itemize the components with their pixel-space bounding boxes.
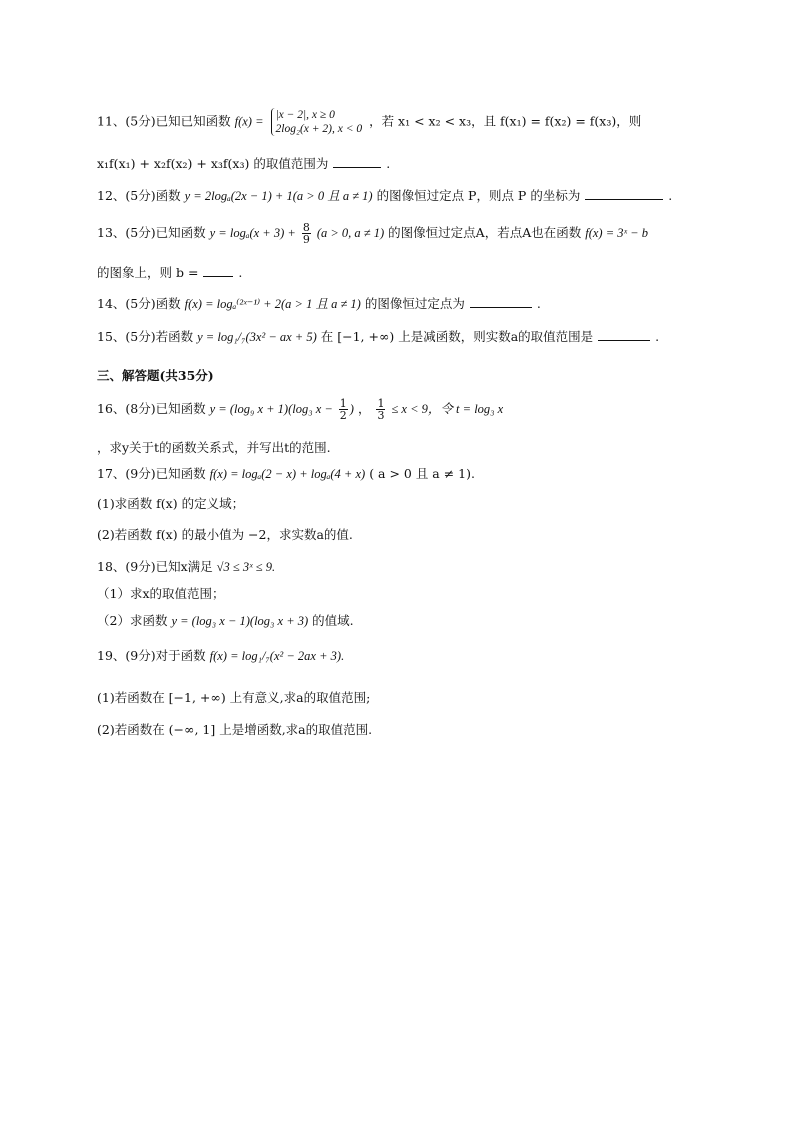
q16-frac-num: 1 [339,397,347,410]
q16-cond: ≤ x < 9，令 t = log₃ x [391,402,504,416]
q17-head: 17、(9分)已知函数 [97,466,206,481]
q15-end: . [655,329,660,344]
q16-cond-pre: ， [357,401,371,416]
q18-head: 18、(9分)已知x满足 [97,559,213,574]
q13-frac-den: 9 [302,233,310,246]
q14-end: . [536,296,541,311]
q13-expr-c: f(x) = 3ˣ − b [585,226,648,240]
q14-mid: 的图像恒过定点为 [364,296,465,311]
q18-p2-pre: （2）求函数 [97,613,168,628]
q18-part2 [97,613,354,629]
q12-end: . [668,188,673,203]
q13-mid: 的图像恒过定点A，若点A也在函数 [388,225,582,240]
q13-head: 13、(5分)已知函数 [97,225,206,240]
q11-line1 [97,108,641,136]
q15-head: 15、(5分)若函数 [97,329,194,344]
q11-case1: |x − 2|, x ≥ 0 [275,109,335,121]
q11-line2-text: x₁f(x₁) + x₂f(x₂) + x₃f(x₃) 的取值范围为 [97,156,329,171]
q12-head: 12、(5分)函数 [97,188,181,203]
q13-line2-text: 的图象上，则 b = [97,265,199,280]
q11-mid: ，若 x₁ < x₂ < x₃，且 f(x₁) = f(x₂) = f(x₃)，则 [369,113,642,129]
q14-answer-blank[interactable] [470,295,532,308]
q11-head: 11、(5分)已知已知函数 [97,113,231,129]
q19-expr: f(x) = log₁/₇(x² − 2ax + 3). [209,649,345,663]
q13-fraction [302,222,311,245]
q12-line [97,187,672,204]
q14-head: 14、(5分)函数 [97,296,181,311]
q13-line2 [97,264,242,281]
q19-part2: (2)若函数在 (−∞, 1] 上是增函数,求a的取值范围. [97,722,373,737]
q16-cond-frac-num: 1 [377,397,385,410]
q19-head: 19、(9分)对于函数 [97,648,206,663]
q16-head: 16、(8分)已知函数 [97,401,206,416]
q15-line [97,328,659,345]
q12-mid: 的图像恒过定点 P，则点 P 的坐标为 [376,188,581,203]
q11-piecewise [271,108,363,136]
q17-part1: (1)求函数 f(x) 的定义域； [97,496,245,511]
q13-line1 [97,222,648,245]
q13-frac-num: 8 [302,221,310,234]
q16-frac-den: 2 [339,409,347,422]
q17-line1 [97,466,475,482]
q18-p2-expr: y = (log₃ x − 1)(log₃ x + 3) [171,614,309,628]
q13-answer-blank[interactable] [203,264,233,277]
q18-p2-end: 的值域. [312,613,354,628]
q18-expr: √3 ≤ 3ˣ ≤ 9. [216,560,276,574]
q17-cond: ( a > 0 且 a ≠ 1). [369,466,475,481]
q18-line1 [97,559,275,575]
q14-expr: f(x) = logₐ⁽²ˣ⁻¹⁾ + 2(a > 1 且 a ≠ 1) [184,297,361,311]
q13-expr-a: y = logₐ(x + 3) + [209,226,296,240]
q12-answer-blank[interactable] [585,187,663,200]
q11-lhs: f(x) = [234,114,264,129]
q11-line2 [97,155,390,172]
q16-cond-frac-den: 3 [377,409,385,422]
q11-end: . [386,156,391,171]
q11-answer-blank[interactable] [333,155,381,168]
q16-line2: ，求y关于t的函数关系式，并写出t的范围. [97,440,331,455]
q13-end: . [238,265,243,280]
section-heading: 三、解答题(共35分) [97,368,214,383]
q15-answer-blank[interactable] [598,328,650,341]
q17-expr: f(x) = logₐ(2 − x) + logₐ(4 + x) [209,467,366,481]
q16-expr: y = (log₉ x + 1)(log₃ x − [209,402,333,416]
q15-expr: y = log₁/₇(3x² − ax + 5) [197,330,317,344]
q16-line1 [97,398,503,421]
q18-part1: （1）求x的取值范围； [97,586,225,601]
q19-part1: (1)若函数在 [−1, +∞) 上有意义,求a的取值范围; [97,690,371,705]
q19-line1 [97,648,344,664]
q15-mid: 在 [−1, +∞) 上是减函数，则实数a的取值范围是 [320,329,594,344]
q16-cond-fraction [376,398,385,421]
q17-part2: (2)若函数 f(x) 的最小值为 −2，求实数a的值. [97,527,353,542]
q13-expr-b: (a > 0, a ≠ 1) [316,226,385,240]
q14-line [97,295,541,312]
q11-case2: 2log₂(x + 2), x < 0 [275,123,363,135]
q16-expr-end: ) [349,402,354,416]
q12-expr: y = 2logₐ(2x − 1) + 1(a > 0 且 a ≠ 1) [184,189,373,203]
q16-fraction [339,398,348,421]
